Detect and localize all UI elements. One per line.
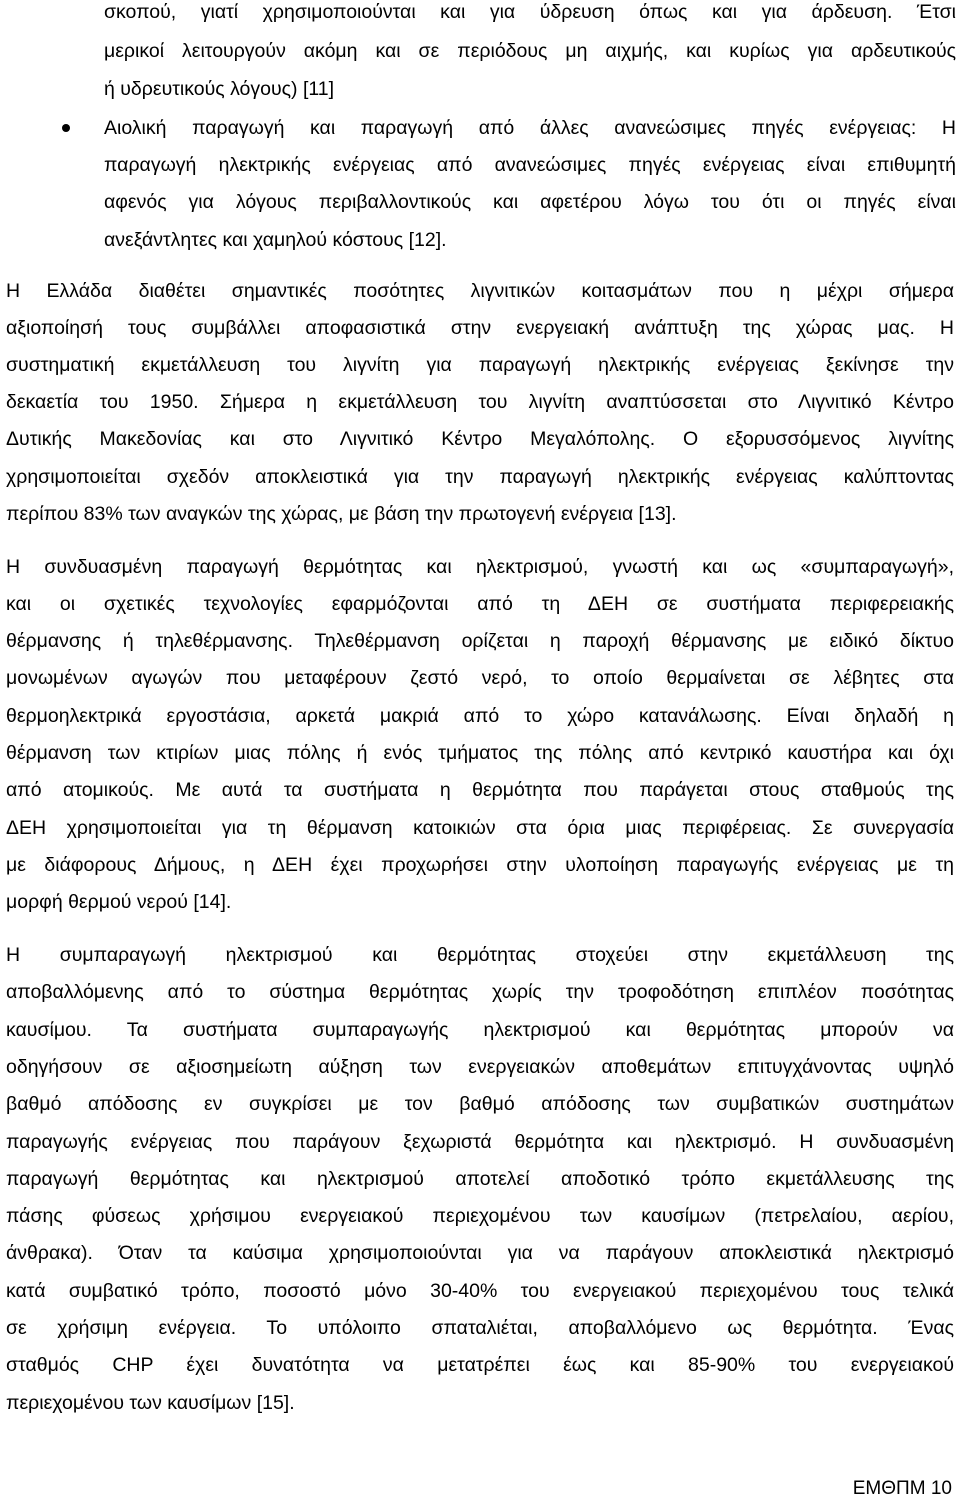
para-3-line-10: κατά συμβατικό τρόπο, ποσοστό μόνο 30-40% του ενεργειακού περιεχομένου τους τελικά [6, 1280, 954, 1302]
para-2-line-5: θερμοηλεκτρικά εργοστάσια, αρκετά μακριά από το χώρο κατανάλωσης. Είναι δηλαδή η [6, 705, 954, 727]
para-2-line-6: θέρμανση των κτιρίων μιας πόλης ή ενός τμήματος της πόλης από κεντρικό καυστήρα και όχι [6, 742, 954, 764]
bullet-2-line-2: παραγωγή ηλεκτρικής ενέργειας από ανανεώσιμες πηγές ενέργειας είναι επιθυμητή [104, 154, 956, 176]
para-2-line-1: Η συνδυασμένη παραγωγή θερμότητας και ηλεκτρισμού, γνωστή και ως «συμπαραγωγή», [6, 556, 954, 578]
para-1-line-6: χρησιμοποιείται σχεδόν αποκλειστικά για την παραγωγή ηλεκτρικής ενέργειας καλύπτοντας [6, 466, 954, 488]
para-3-line-9: άνθρακα). Όταν τα καύσιμα χρησιμοποιούνται για να παράγουν αποκλειστικά ηλεκτρισμό [6, 1242, 954, 1264]
para-1-line-2: αξιοποίησή τους συμβάλλει αποφασιστικά στην ενεργειακή ανάπτυξη της χώρας μας. Η [6, 317, 954, 339]
bullet-1-line-2: μερικοί λειτουργούν ακόμη και σε περιόδους μη αιχμής, και κυρίως για αρδευτικούς [104, 40, 956, 62]
bullet-1-line-1: σκοπού, γιατί χρησιμοποιούνται και για ύδρευση όπως και για άρδευση. Έτσι [104, 1, 956, 23]
page-footer: ΕΜΘΠΜ 10 [852, 1478, 952, 1499]
para-3-line-8: πάσης φύσεως χρήσιμου ενεργειακού περιεχομένου των καυσίμων (πετρελαίου, αερίου, [6, 1205, 954, 1227]
para-3-line-11: σε χρήσιμη ενέργεια. Το υπόλοιπο σπαταλιέται, αποβαλλόμενο ως θερμότητα. Ένας [6, 1317, 954, 1339]
para-3-line-13: περιεχομένου των καυσίμων [15]. [6, 1392, 295, 1414]
para-2-line-4: μονωμένων αγωγών που μεταφέρουν ζεστό νερό, το οποίο θερμαίνεται σε λέβητες στα [6, 667, 954, 689]
para-3-line-12: σταθμός CHP έχει δυνατότητα να μετατρέπει έως και 85-90% του ενεργειακού [6, 1354, 954, 1376]
para-2-line-2: και οι σχετικές τεχνολογίες εφαρμόζονται από τη ΔΕΗ σε συστήματα περιφερειακής [6, 593, 954, 615]
para-3-line-4: οδηγήσουν σε αξιοσημείωτη αύξηση των ενεργειακών αποθεμάτων επιτυγχάνοντας υψηλό [6, 1056, 954, 1078]
para-1-line-4: δεκαετία του 1950. Σήμερα η εκμετάλλευση του λιγνίτη αναπτύσσεται στο Λιγνιτικό Κέντρο [6, 391, 954, 413]
bullet-2-line-4: ανεξάντλητες και χαμηλού κόστους [12]. [104, 229, 447, 251]
para-2-line-7: από ατομικούς. Με αυτά τα συστήματα η θερμότητα που παράγεται στους σταθμούς της [6, 779, 954, 801]
para-3-line-2: αποβαλλόμενης από το σύστημα θερμότητας χωρίς την τροφοδότηση επιπλέον ποσότητας [6, 981, 954, 1003]
para-3-line-5: βαθμό απόδοσης εν συγκρίσει με τον βαθμό απόδοσης των συμβατικών συστημάτων [6, 1093, 954, 1115]
para-2-line-10: μορφή θερμού νερού [14]. [6, 891, 232, 913]
bullet-1-line-3: ή υδρευτικούς λόγους) [11] [104, 78, 335, 100]
para-2-line-8: ΔΕΗ χρησιμοποιείται για τη θέρμανση κατοικιών στα όρια μιας περιφέρειας. Σε συνεργασία [6, 817, 954, 839]
para-3-line-6: παραγωγής ενέργειας που παράγουν ξεχωριστά θερμότητα και ηλεκτρισμό. Η συνδυασμένη [6, 1131, 954, 1153]
para-3-line-3: καυσίμου. Τα συστήματα συμπαραγωγής ηλεκτρισμού και θερμότητας μπορούν να [6, 1019, 954, 1041]
para-2-line-3: θέρμανσης ή τηλεθέρμανσης. Τηλεθέρμανση ορίζεται η παροχή θέρμανσης με ειδικό δίκτυο [6, 630, 954, 652]
para-1-line-1: Η Ελλάδα διαθέτει σημαντικές ποσότητες λιγνιτικών κοιτασμάτων που η μέχρι σήμερα [6, 280, 954, 302]
para-3-line-7: παραγωγή θερμότητας και ηλεκτρισμού αποτελεί αποδοτικό τρόπο εκμετάλλευσης της [6, 1168, 954, 1190]
para-1-line-7: περίπου 83% των αναγκών της χώρας, με βάση την πρωτογενή ενέργεια [13]. [6, 503, 677, 525]
para-1-line-5: Δυτικής Μακεδονίας και στο Λιγνιτικό Κέντρο Μεγαλόπολης. Ο εξορυσσόμενος λιγνίτης [6, 428, 954, 450]
para-3-line-1: Η συμπαραγωγή ηλεκτρισμού και θερμότητας στοχεύει στην εκμετάλλευση της [6, 944, 954, 966]
bullet-dot [62, 124, 70, 132]
bullet-2-line-3: αφενός για λόγους περιβαλλοντικούς και αφετέρου λόγω του ότι οι πηγές είναι [104, 191, 956, 213]
para-1-line-3: συστηματική εκμετάλλευση του λιγνίτη για παραγωγή ηλεκτρικής ενέργειας ξεκίνησε την [6, 354, 954, 376]
para-2-line-9: με διάφορους Δήμους, η ΔΕΗ έχει προχωρήσει στην υλοποίηση παραγωγής ενέργειας με τη [6, 854, 954, 876]
bullet-2-line-1: Αιολική παραγωγή και παραγωγή από άλλες ανανεώσιμες πηγές ενέργειας: Η [104, 117, 956, 139]
